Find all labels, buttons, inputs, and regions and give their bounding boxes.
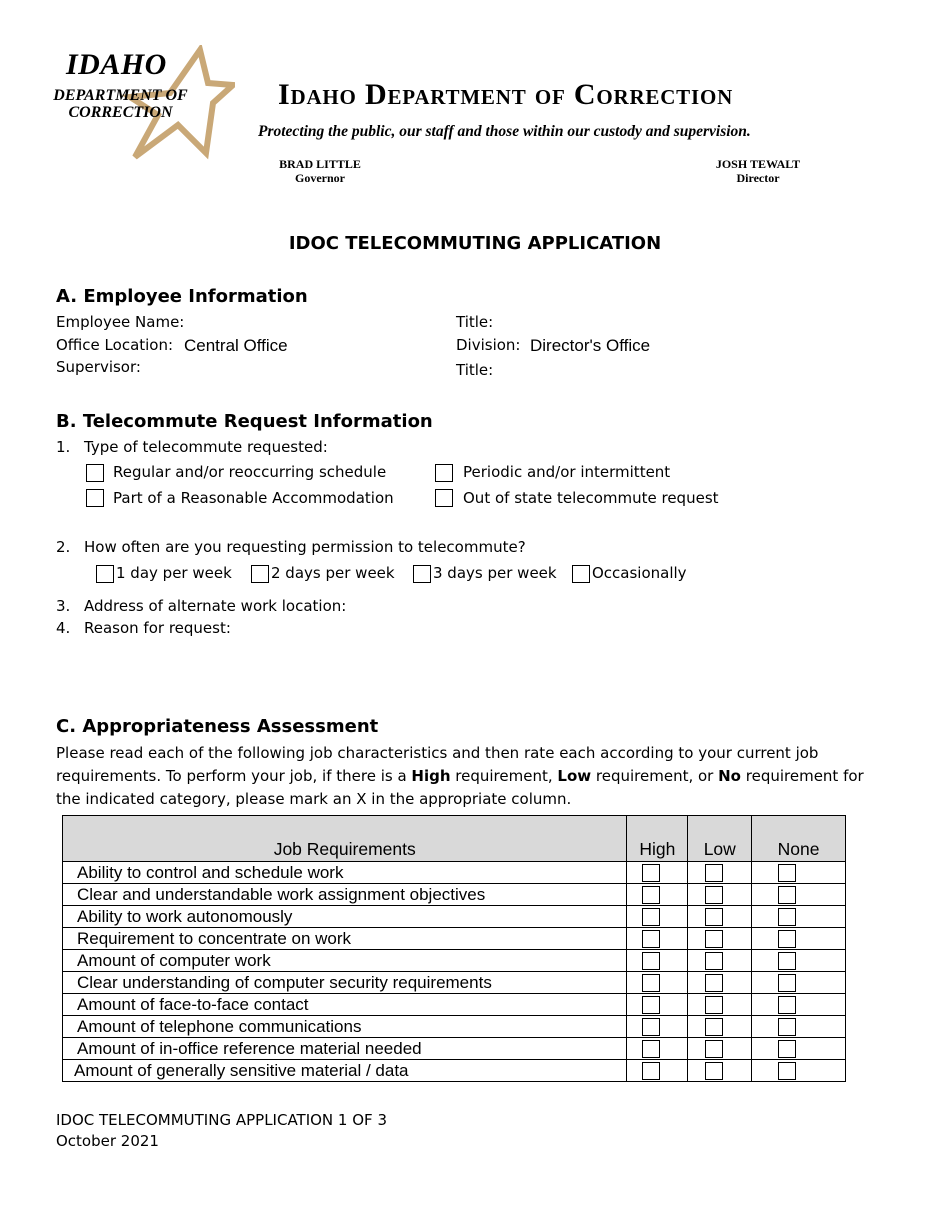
section-c-instructions [56,742,891,811]
low-checkbox[interactable] [705,930,723,948]
none-checkbox[interactable] [778,974,796,992]
department-title: Idaho Department of Correction [278,78,734,111]
q1-text: Type of telecommute requested: [84,438,328,456]
none-checkbox[interactable] [778,864,796,882]
out-of-state-label: Out of state telecommute request [463,489,719,507]
three-days-label: 3 days per week [433,564,557,582]
director-block [703,157,813,185]
table-row [63,1038,846,1060]
table-row [63,950,846,972]
intro-high: High [411,767,451,785]
employee-name-label: Employee Name: [56,313,185,331]
low-checkbox[interactable] [705,886,723,904]
high-cell [627,1016,688,1038]
title-field[interactable] [500,312,800,332]
office-location-field[interactable]: Central Office [184,336,288,355]
table-row [63,994,846,1016]
requirement-label: Amount of in-office reference material needed [63,1038,627,1060]
none-cell [752,994,846,1016]
footer-date: October 2021 [56,1132,159,1150]
none-checkbox[interactable] [778,996,796,1014]
high-cell [627,862,688,884]
reasonable-accommodation-label: Part of a Reasonable Accommodation [113,489,394,507]
q3-number: 3. [56,597,71,615]
none-checkbox[interactable] [778,1018,796,1036]
requirement-label: Clear and understandable work assignment objectives [63,884,627,906]
periodic-intermittent-checkbox[interactable] [435,464,453,482]
logo-line-department: DEPARTMENT OF [53,87,188,104]
two-days-checkbox[interactable] [251,565,269,583]
governor-name: BRAD LITTLE [279,157,361,171]
one-day-label: 1 day per week [116,564,232,582]
requirement-label: Amount of face-to-face contact [63,994,627,1016]
intro-text-3: requirement, or [591,767,719,785]
high-checkbox[interactable] [642,952,660,970]
q2-text: How often are you requesting permission to telecommute? [84,538,526,556]
high-checkbox[interactable] [642,864,660,882]
intro-no: No [718,767,741,785]
supervisor-title-label: Title: [456,361,494,379]
q3-text: Address of alternate work location: [84,597,347,615]
form-title: IDOC TELECOMMUTING APPLICATION [288,233,662,254]
low-checkbox[interactable] [705,864,723,882]
director-name: JOSH TEWALT [715,157,801,171]
table-row [63,906,846,928]
none-cell [752,884,846,906]
low-cell [688,950,752,972]
high-cell [627,928,688,950]
governor-block [270,157,370,185]
high-cell [627,1038,688,1060]
low-cell [688,906,752,928]
table-row [63,862,846,884]
table-row [63,1060,846,1082]
none-cell [752,950,846,972]
division-label: Division: [456,336,521,354]
low-checkbox[interactable] [705,996,723,1014]
occasionally-checkbox[interactable] [572,565,590,583]
intro-low: Low [557,767,592,785]
low-cell [688,1038,752,1060]
office-location-label: Office Location: [56,336,174,354]
high-cell [627,950,688,972]
header-low: Low [688,816,752,862]
director-role: Director [736,171,780,185]
table-row [63,928,846,950]
none-checkbox[interactable] [778,930,796,948]
none-cell [752,1038,846,1060]
high-checkbox[interactable] [642,974,660,992]
table-row [63,972,846,994]
supervisor-title-field[interactable] [500,360,800,380]
header-job-requirements: Job Requirements [63,816,627,862]
high-cell [627,994,688,1016]
section-b-heading: B. Telecommute Request Information [56,411,433,432]
high-checkbox[interactable] [642,996,660,1014]
requirement-label: Amount of telephone communications [63,1016,627,1038]
q4-number: 4. [56,619,71,637]
footer-page-info: IDOC TELECOMMUTING APPLICATION 1 OF 3 [56,1111,387,1129]
none-cell [752,1060,846,1082]
logo-idaho-text: IDAHO [66,48,167,81]
none-checkbox[interactable] [778,1062,796,1080]
section-c-heading: C. Appropriateness Assessment [56,716,379,737]
title-label: Title: [456,313,494,331]
requirement-label: Requirement to concentrate on work [63,928,627,950]
low-cell [688,928,752,950]
low-cell [688,1016,752,1038]
low-cell [688,994,752,1016]
periodic-intermittent-label: Periodic and/or intermittent [463,463,671,481]
high-cell [627,884,688,906]
none-checkbox[interactable] [778,886,796,904]
one-day-checkbox[interactable] [96,565,114,583]
low-checkbox[interactable] [705,1062,723,1080]
page-footer [56,1110,387,1152]
low-checkbox[interactable] [705,908,723,926]
low-cell [688,1060,752,1082]
two-days-label: 2 days per week [271,564,395,582]
idoc-logo [30,45,235,160]
requirement-label: Ability to work autonomously [63,906,627,928]
table-header-row [63,816,846,862]
low-checkbox[interactable] [705,952,723,970]
supervisor-label: Supervisor: [56,358,141,376]
employee-name-field[interactable] [190,312,430,332]
logo-line-correction: CORRECTION [68,104,173,121]
low-cell [688,972,752,994]
regular-schedule-label: Regular and/or reoccurring schedule [113,463,387,481]
high-cell [627,906,688,928]
out-of-state-checkbox[interactable] [435,489,453,507]
low-cell [688,862,752,884]
requirement-label: Amount of computer work [63,950,627,972]
high-checkbox[interactable] [642,930,660,948]
reasonable-accommodation-checkbox[interactable] [86,489,104,507]
low-checkbox[interactable] [705,1018,723,1036]
high-checkbox[interactable] [642,886,660,904]
table-row [63,1016,846,1038]
section-a-heading: A. Employee Information [56,286,308,307]
regular-schedule-checkbox[interactable] [86,464,104,482]
none-cell [752,972,846,994]
job-requirements-table [62,815,846,1082]
occasionally-label: Occasionally [592,564,687,582]
none-checkbox[interactable] [778,952,796,970]
none-checkbox[interactable] [778,1040,796,1058]
none-cell [752,1016,846,1038]
intro-text-2: requirement, [450,767,558,785]
table-row [63,884,846,906]
department-motto: Protecting the public, our staff and those within our custody and supervision. [258,123,751,140]
none-cell [752,928,846,950]
high-cell [627,972,688,994]
requirement-label: Amount of generally sensitive material / data [63,1060,627,1082]
none-cell [752,906,846,928]
supervisor-field[interactable] [150,358,430,378]
low-cell [688,884,752,906]
none-checkbox[interactable] [778,908,796,926]
intro-text-1: Please read each of the following job characteristics and then rate each according to your current job requirements. To perform your job, if there is a [56,744,819,785]
high-checkbox[interactable] [642,1040,660,1058]
q1-number: 1. [56,438,71,456]
high-checkbox[interactable] [642,1018,660,1036]
requirement-label: Clear understanding of computer security requirements [63,972,627,994]
header-none: None [752,816,846,862]
high-cell [627,1060,688,1082]
low-checkbox[interactable] [705,974,723,992]
header-high: High [627,816,688,862]
high-checkbox[interactable] [642,1062,660,1080]
high-checkbox[interactable] [642,908,660,926]
requirement-label: Ability to control and schedule work [63,862,627,884]
q4-text: Reason for request: [84,619,231,637]
governor-role: Governor [295,171,345,185]
low-checkbox[interactable] [705,1040,723,1058]
q2-number: 2. [56,538,71,556]
logo-department-text [38,87,203,121]
division-field[interactable]: Director's Office [530,336,651,355]
intro-text-4: requirement for the indicated category, please mark an X in the appropriate column. [56,767,864,808]
none-cell [752,862,846,884]
three-days-checkbox[interactable] [413,565,431,583]
